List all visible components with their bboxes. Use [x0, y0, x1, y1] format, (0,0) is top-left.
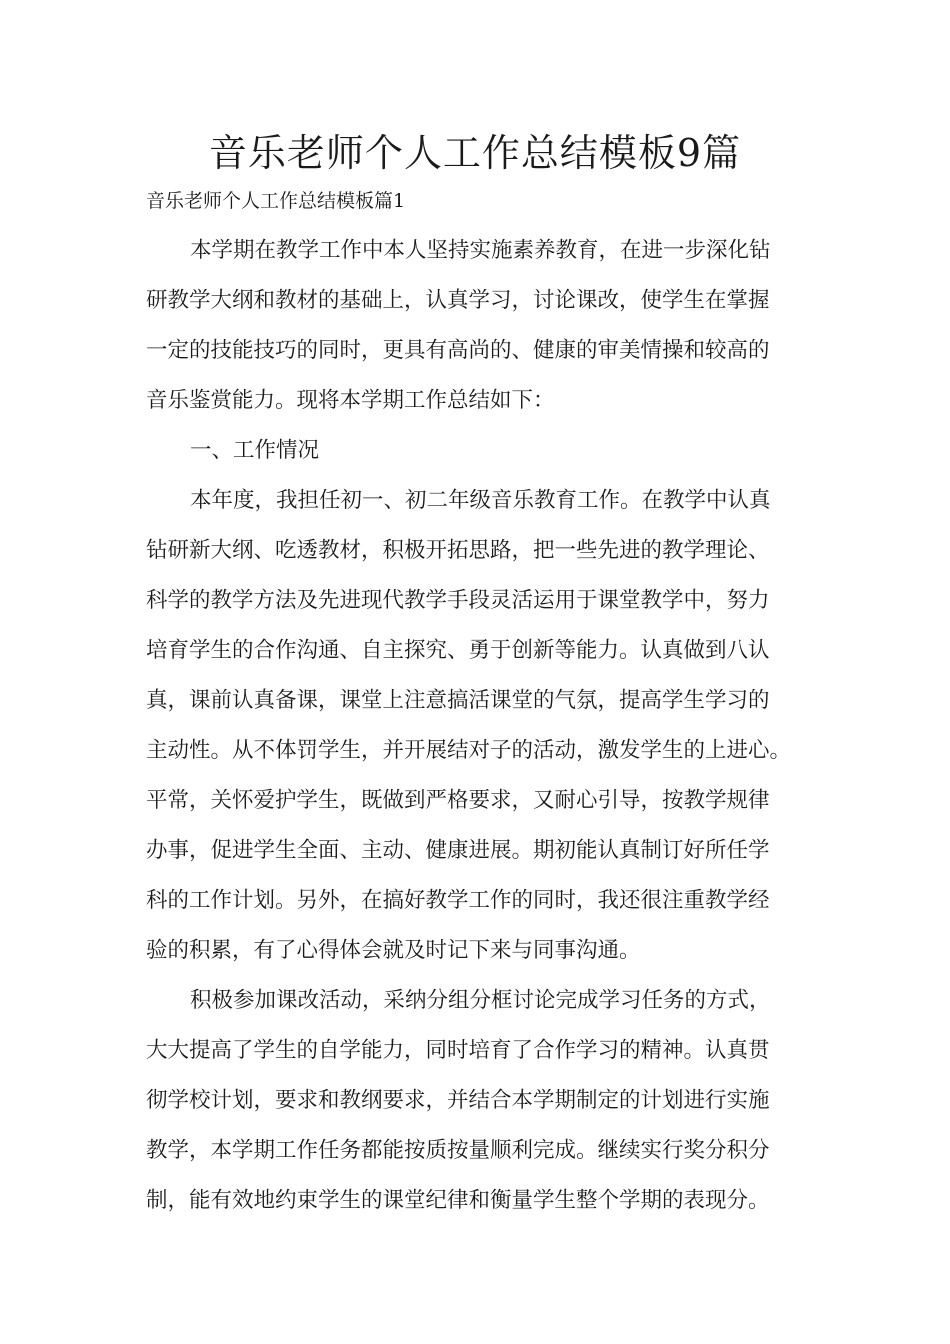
paragraph-line: 主动性。从不体罚学生，并开展结对子的活动，激发学生的上进心。	[146, 738, 792, 763]
paragraph-line: 钻研新大纲、吃透教材，积极开拓思路，把一些先进的教学理论、	[146, 538, 770, 563]
paragraph-line: 办事，促进学生全面、主动、健康进展。期初能认真制订好所任学	[146, 838, 770, 863]
document-title: 音乐老师个人工作总结模板9篇	[208, 131, 742, 175]
paragraph-line: 研教学大纲和教材的基础上，认真学习，讨论课改，使学生在掌握	[146, 288, 770, 313]
paragraph-line: 科学的教学方法及先进现代教学手段灵活运用于课堂教学中，努力	[146, 588, 770, 613]
paragraph-line: 培育学生的合作沟通、自主探究、勇于创新等能力。认真做到八认	[146, 638, 770, 663]
paragraph-line: 本学期在教学工作中本人坚持实施素养教育，在进一步深化钻	[190, 238, 771, 263]
paragraph-line: 科的工作计划。另外，在搞好教学工作的同时，我还很注重教学经	[146, 888, 770, 913]
paragraph-line: 本年度，我担任初一、初二年级音乐教育工作。在教学中认真	[190, 488, 771, 513]
section-subheading: 一、工作情况	[190, 438, 320, 463]
paragraph-line: 真，课前认真备课，课堂上注意搞活课堂的气氛，提高学生学习的	[146, 688, 770, 713]
paragraph-line: 积极参加课改活动，采纳分组分框讨论完成学习任务的方式，	[190, 988, 771, 1013]
paragraph-line: 教学，本学期工作任务都能按质按量顺利完成。继续实行奖分积分	[146, 1138, 770, 1163]
paragraph-line: 一定的技能技巧的同时，更具有高尚的、健康的审美情操和较高的	[146, 338, 770, 363]
paragraph-line: 大大提高了学生的自学能力，同时培育了合作学习的精神。认真贯	[146, 1038, 770, 1063]
section-heading: 音乐老师个人工作总结模板篇1	[146, 190, 406, 212]
paragraph-line: 音乐鉴赏能力。现将本学期工作总结如下：	[146, 388, 555, 413]
paragraph-line: 平常，关怀爱护学生，既做到严格要求，又耐心引导，按教学规律	[146, 788, 770, 813]
paragraph-line: 制，能有效地约束学生的课堂纪律和衡量学生整个学期的表现分。	[146, 1188, 770, 1213]
paragraph-line: 彻学校计划，要求和教纲要求，并结合本学期制定的计划进行实施	[146, 1088, 770, 1113]
paragraph-line: 验的积累，有了心得体会就及时记下来与同事沟通。	[146, 938, 641, 963]
